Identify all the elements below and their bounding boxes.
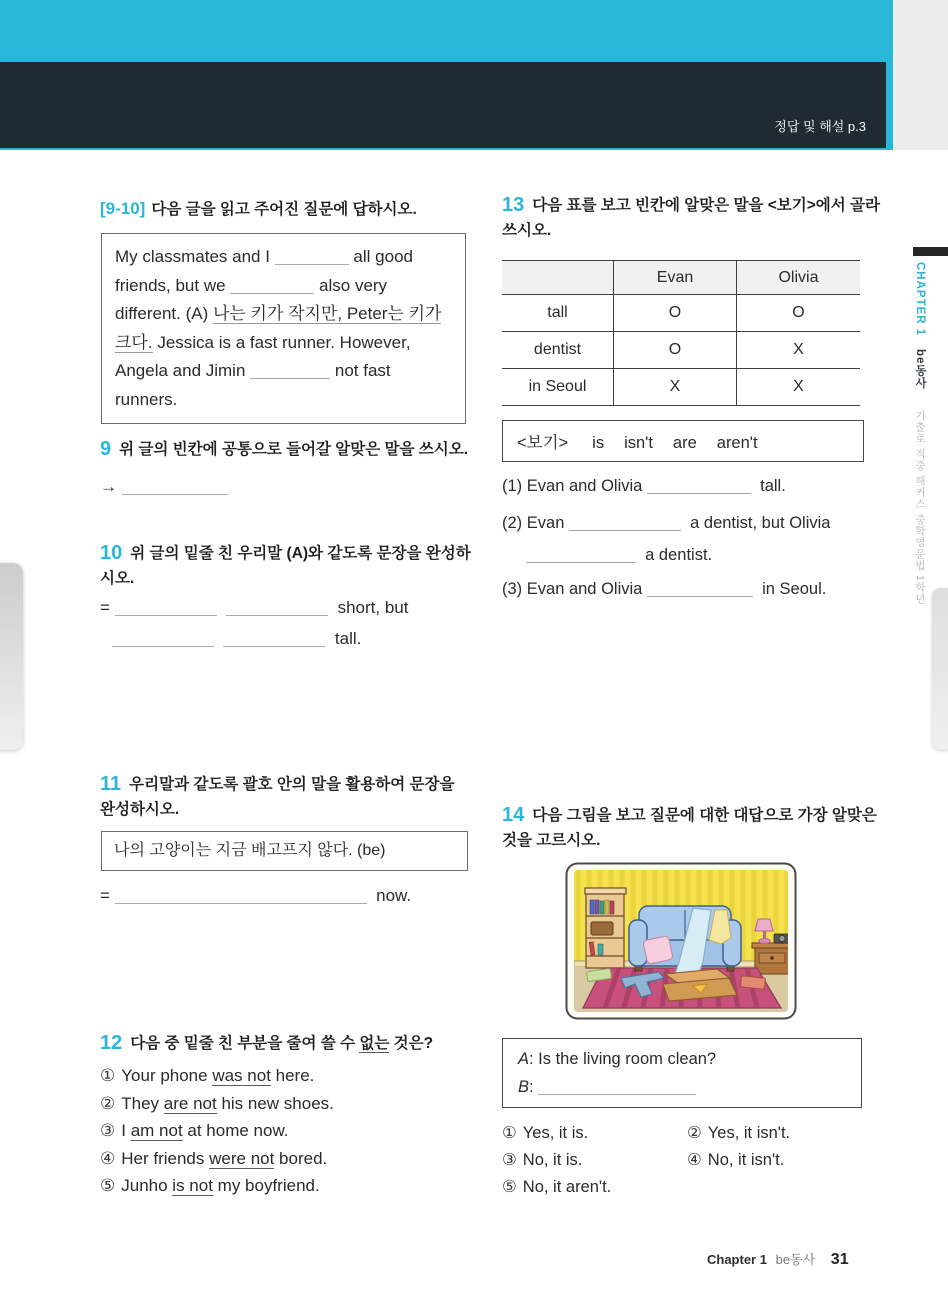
word-bank-label: <보기>: [517, 434, 569, 452]
answer-blank: [538, 1080, 696, 1095]
choice-option: ③ No, it is.: [502, 1151, 583, 1169]
choice-option: ① Your phone was not here.: [100, 1066, 315, 1085]
dialogue-line-a: A: Is the living room clean?: [518, 1050, 717, 1068]
question-number: 14: [502, 804, 525, 826]
choice-option: ① Yes, it is.: [502, 1124, 589, 1142]
question-11-answer-line: = now.: [100, 886, 412, 905]
question-14-prompt: 다음 그림을 보고 질문에 대한 대답으로 가장 알맞은 것을 고르시오.: [502, 807, 877, 849]
evan-olivia-table: [502, 260, 860, 406]
passage-line: runners.: [115, 389, 178, 409]
passage-line: friends, but we also very: [115, 275, 388, 295]
living-room-illustration: [565, 862, 797, 1020]
question-10-prompt: 위 글의 밑줄 친 우리말 (A)와 같도록 문장을 완성하시오.: [100, 545, 471, 587]
word-bank-box: <보기> is isn't are aren't: [502, 420, 864, 462]
answer-blank: [647, 582, 753, 597]
underlined-korean: 크다.: [115, 332, 153, 352]
question-13-item-2: (2) Evan a dentist, but Olivia a dentist.: [502, 514, 831, 564]
table-header-row: [502, 261, 860, 295]
table-header-cell: Olivia: [737, 261, 861, 295]
question-number: 12: [100, 1032, 123, 1054]
choice-option: ② They are not his new shoes.: [100, 1093, 334, 1113]
passage-line: 크다. Jessica is a fast runner. However,: [115, 332, 411, 352]
footer-chapter: Chapter 1: [707, 1252, 767, 1267]
question-9-answer-line: [100, 477, 228, 497]
question-number: 13: [502, 194, 525, 216]
header-dark-band: [0, 62, 886, 148]
answer-blank: [647, 479, 751, 494]
question-12-heading: 12 다음 중 밑줄 친 부분을 줄여 쓸 수 없는 것은?: [100, 1032, 434, 1054]
underlined-korean: 나는 키가 작지만, Peter는 키가: [212, 304, 442, 323]
left-page-tab[interactable]: [0, 563, 23, 750]
choice-option: ④ Her friends were not bored.: [100, 1148, 328, 1168]
dialogue-line-b: B:: [518, 1073, 846, 1101]
answer-blank: [226, 601, 328, 616]
question-10-heading: [100, 541, 472, 591]
arrow-icon: →: [100, 477, 117, 496]
question-13-item-3: (3) Evan and Olivia in Seoul.: [502, 580, 827, 598]
answer-blank: [569, 516, 681, 531]
question-number: 9: [100, 438, 112, 460]
question-9-10-heading: [100, 196, 472, 222]
table-header-cell: [502, 261, 614, 295]
answer-blank: [115, 889, 367, 904]
question-13-item-1: (1) Evan and Olivia tall.: [502, 477, 786, 495]
side-topic-label: be동사: [914, 348, 926, 390]
footer-page-number: 31: [830, 1251, 849, 1268]
underlined-word: 없는: [359, 1035, 390, 1052]
question-11-heading: [100, 772, 472, 822]
question-11-prompt: 우리말과 같도록 괄호 안의 말을 활용하여 문장을 완성하시오.: [100, 776, 455, 818]
right-page-tab[interactable]: [932, 588, 948, 750]
answer-blank: [275, 250, 349, 265]
question-number: 10: [100, 542, 123, 564]
question-13-heading: [502, 193, 882, 243]
page-footer: [707, 1249, 849, 1269]
answer-key-reference: 정답 및 해설 p.3: [774, 119, 866, 134]
choice-option: ⑤ Junho is not my boyfriend.: [100, 1176, 320, 1196]
table-row: dentist O X: [502, 332, 860, 369]
chapter-index-tab: [913, 247, 948, 256]
question-range-number: [9-10]: [100, 199, 146, 218]
question-14-options: [502, 1123, 880, 1197]
answer-blank: [115, 601, 217, 616]
side-vertical-label: [909, 262, 931, 682]
footer-topic: be동사: [775, 1252, 816, 1267]
question-12-options: [100, 1062, 480, 1200]
passage-line: My classmates and I all good: [115, 247, 413, 266]
side-chapter-label: CHAPTER 1: [914, 262, 926, 337]
question-number: 11: [100, 773, 122, 795]
answer-blank: [230, 279, 314, 294]
passage-box: [101, 233, 466, 424]
question-11-korean-box: 나의 고양이는 지금 배고프지 않다. (be): [101, 831, 468, 871]
question-9-prompt: 위 글의 빈칸에 공통으로 들어갈 알맞은 말을 쓰시오.: [119, 441, 469, 458]
choice-option: ② Yes, it isn't.: [687, 1124, 791, 1142]
passage-line: different. (A) 나는 키가 작지만, Peter는 키가: [115, 304, 442, 323]
question-10-answer-line-1: = short, but: [100, 598, 409, 617]
answer-blank: [223, 632, 325, 647]
table-row: in Seoul X X: [502, 369, 860, 406]
question-14-heading: [502, 803, 882, 853]
side-series-label: 기출로 적중 해커스 중학영문법 1학년: [914, 409, 926, 605]
dialogue-box: [502, 1038, 862, 1108]
table-row: tall O O: [502, 295, 860, 332]
choice-option: ④ No, it isn't.: [687, 1151, 785, 1169]
question-9-heading: [100, 437, 472, 462]
answer-blank: [122, 480, 228, 495]
answer-blank: [112, 632, 214, 647]
answer-blank: [526, 548, 636, 563]
passage-line: Angela and Jimin not fast: [115, 361, 391, 380]
choice-option: ③ I am not at home now.: [100, 1121, 289, 1141]
question-9-10-prompt: 다음 글을 읽고 주어진 질문에 답하시오.: [151, 201, 417, 218]
page-corner-background: [893, 0, 948, 150]
question-10-answer-line-2: tall.: [112, 629, 361, 649]
choice-option: ⑤ No, it aren't.: [502, 1178, 612, 1196]
answer-blank: [250, 364, 330, 379]
question-13-prompt: 다음 표를 보고 빈칸에 알맞은 말을 <보기>에서 골라 쓰시오.: [502, 197, 880, 239]
table-header-cell: Evan: [614, 261, 737, 295]
